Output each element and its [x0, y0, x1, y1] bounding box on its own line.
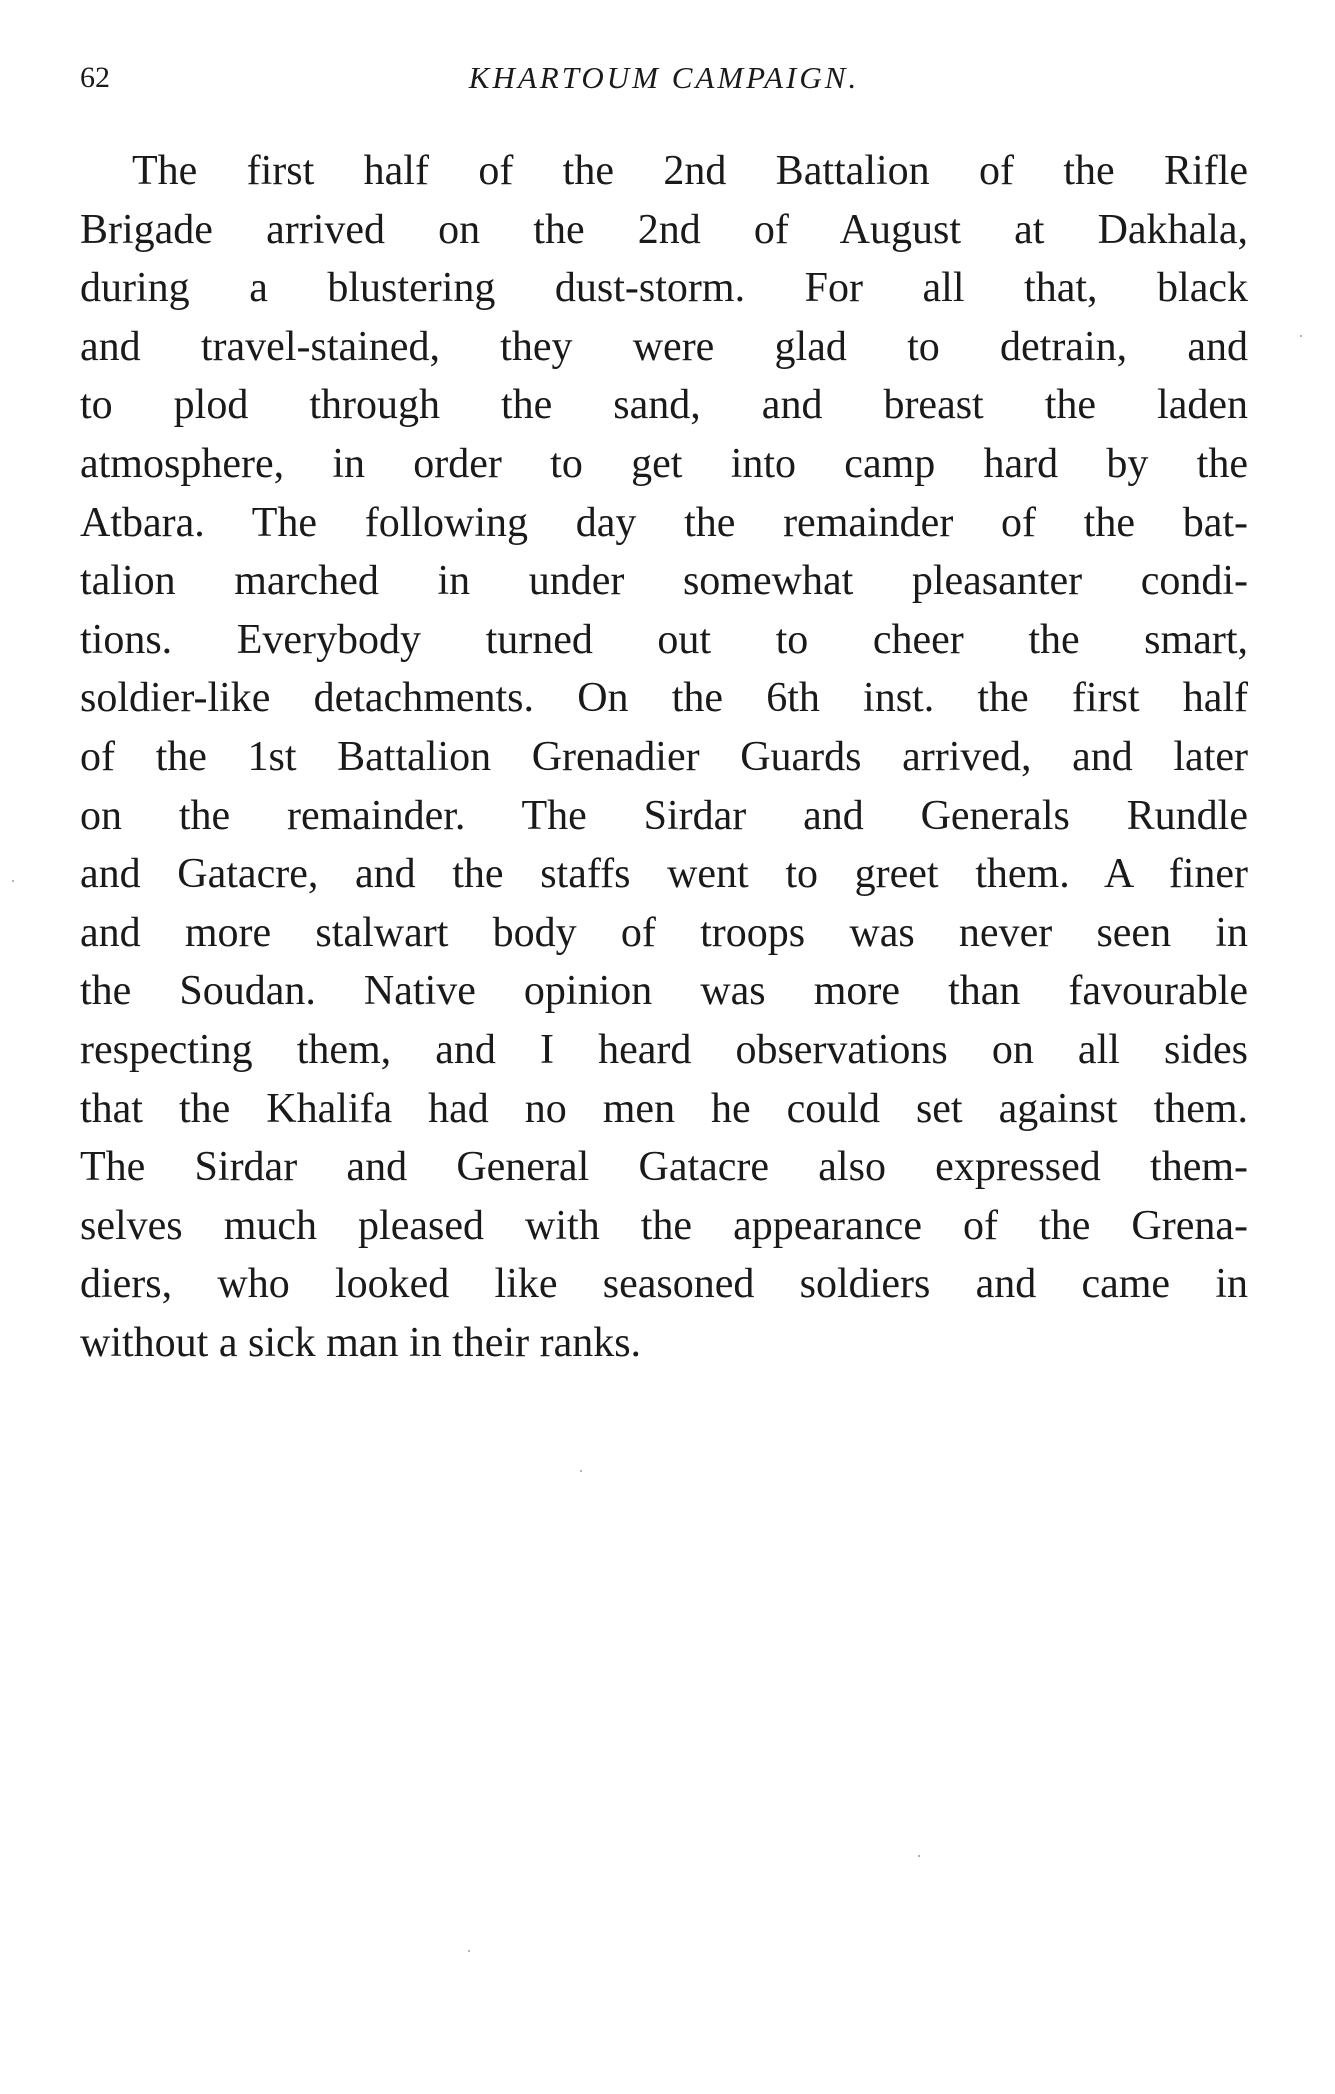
- text-line: selves much pleased with the appearance of the Grena-: [80, 1202, 1248, 1249]
- text-line: The first half of the 2nd Battalion of the Rifle: [132, 148, 1248, 194]
- text-line: Brigade arrived on the 2nd of August at Dakhala,: [80, 206, 1248, 253]
- text-line: respecting them, and I heard observations on all sides: [80, 1026, 1248, 1073]
- text-line: diers, who looked like seasoned soldiers and came in: [80, 1261, 1248, 1308]
- text-line: during a blustering dust-storm. For all that, black: [80, 265, 1248, 312]
- text-line: on the remainder. The Sirdar and Generals Rundle: [80, 792, 1248, 839]
- text-line: that the Khalifa had no men he could set against them.: [80, 1085, 1248, 1132]
- text-line: talion marched in under somewhat pleasanter condi-: [80, 558, 1248, 605]
- text-line: tions. Everybody turned out to cheer the smart,: [80, 616, 1248, 663]
- text-line: and more stalwart body of troops was never seen in: [80, 909, 1248, 956]
- body-paragraph: [80, 142, 1248, 1372]
- page-header: [80, 58, 1248, 98]
- text-line: without a sick man in their ranks.: [80, 1319, 642, 1366]
- text-line: and travel-stained, they were glad to detrain, and: [80, 323, 1248, 370]
- paper-speck: [468, 1950, 470, 1952]
- text-line: Atbara. The following day the remainder of the bat-: [80, 499, 1248, 546]
- text-line: to plod through the sand, and breast the laden: [80, 382, 1248, 429]
- paper-speck: [580, 1470, 582, 1472]
- text-line: soldier-like detachments. On the 6th inst. the first half: [80, 675, 1248, 722]
- text-line: of the 1st Battalion Grenadier Guards arrived, and later: [80, 733, 1248, 780]
- paper-speck: [918, 1855, 920, 1857]
- text-line: the Soudan. Native opinion was more than favourable: [80, 968, 1248, 1015]
- running-title: KHARTOUM CAMPAIGN.: [468, 60, 860, 95]
- text-line: and Gatacre, and the staffs went to greet them. A finer: [80, 851, 1248, 898]
- text-line: atmosphere, in order to get into camp hard by the: [80, 440, 1248, 487]
- paper-speck: [12, 880, 14, 882]
- paper-speck: [1300, 335, 1302, 337]
- page-number: 62: [80, 61, 110, 94]
- text-line: The Sirdar and General Gatacre also expressed them-: [80, 1144, 1248, 1191]
